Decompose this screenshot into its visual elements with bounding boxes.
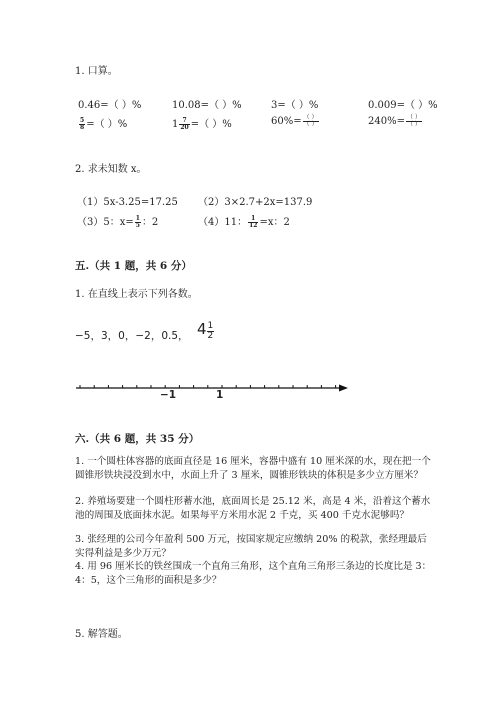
section6-heading: 六.（共 6 题，共 35 分） [75,433,200,445]
calc-item-7: 60%= $\frac{( )}{( )}$ [271,114,318,128]
section5-heading: 五.（共 1 题，共 6 分） [75,260,192,272]
calc-item-5: $\frac{5}{8}$ =（ ）% [80,117,128,131]
fraction: $\frac{( )}{( )}$ [406,114,421,128]
problem-1: 1. 一个圆柱体容器的底面直径是 16 厘米，容器中盛有 10 厘米深的水，现在把一个圆锥形铁块浸没到水中，水面上升了 3 厘米，圆锥形铁块的体积是多少立方厘米？ [75,456,431,481]
problem-2: 2. 养殖场要建一个圆柱形蓄水池，底面周长是 25.12 米，高是 4 米，沿着这个蓄水池的周围及底面抹水泥。如果每平方米用水泥 2 千克，买 400 千克水泥够吗？ [75,496,431,521]
fraction: $\frac{( )}{( )}$ [303,114,318,128]
fraction: $\frac{1}{5}$ [135,215,140,229]
calc-item-2: 10.08=（ ）% [172,100,242,111]
axis-label-neg-one: −1 [160,389,177,401]
mixed-number: 4 $\frac{1}{2}$ [197,320,214,341]
number-list: −5，3，0，−2，0.5， [75,330,189,342]
section5-question: 1. 在直线上表示下列各数。 [75,289,198,300]
fraction: $\frac{7}{20}$ [180,117,189,131]
fraction: $\frac{5}{8}$ [80,117,85,131]
calc-item-1: 0.46=（ ）% [78,100,142,111]
problem-4: 4. 用 96 厘米长的铁丝围成一个直角三角形，这个直角三角形三条边的长度比是 3：4：5，这个三角形的面积是多少？ [75,561,432,586]
equation-1: （1）5x-3.25=17.25 [77,197,178,208]
equation-4: （4）11： $\frac{1}{12}$ =x：2 [198,215,290,229]
number-line [72,380,357,400]
fraction: $\frac{1}{2}$ [207,321,214,341]
problem-3: 3. 张经理的公司今年盈利 500 万元，按国家规定应缴纳 20% 的税款，张经理最后实得利益是多少万元？ [75,534,427,559]
section1-title: 1. 口算。 [75,66,118,77]
calc-item-8: 240%= $\frac{( )}{( )}$ [368,114,421,128]
calc-item-6: 1 $\frac{7}{20}$ =（ ）% [172,117,232,131]
calc-item-4: 0.009=（ ）% [368,100,438,111]
section2-title: 2. 求未知数 x。 [75,164,147,175]
equation-3: （3）5：x= $\frac{1}{5}$ ：2 [77,215,159,229]
number-line-arrow [339,385,348,392]
calc-item-3: 3=（ ）% [271,100,319,111]
equation-2: （2）3×2.7+2x=137.9 [198,197,313,208]
problem-5: 5. 解答题。 [75,629,128,640]
fraction: $\frac{1}{12}$ [249,215,258,229]
axis-label-one: 1 [216,389,224,401]
